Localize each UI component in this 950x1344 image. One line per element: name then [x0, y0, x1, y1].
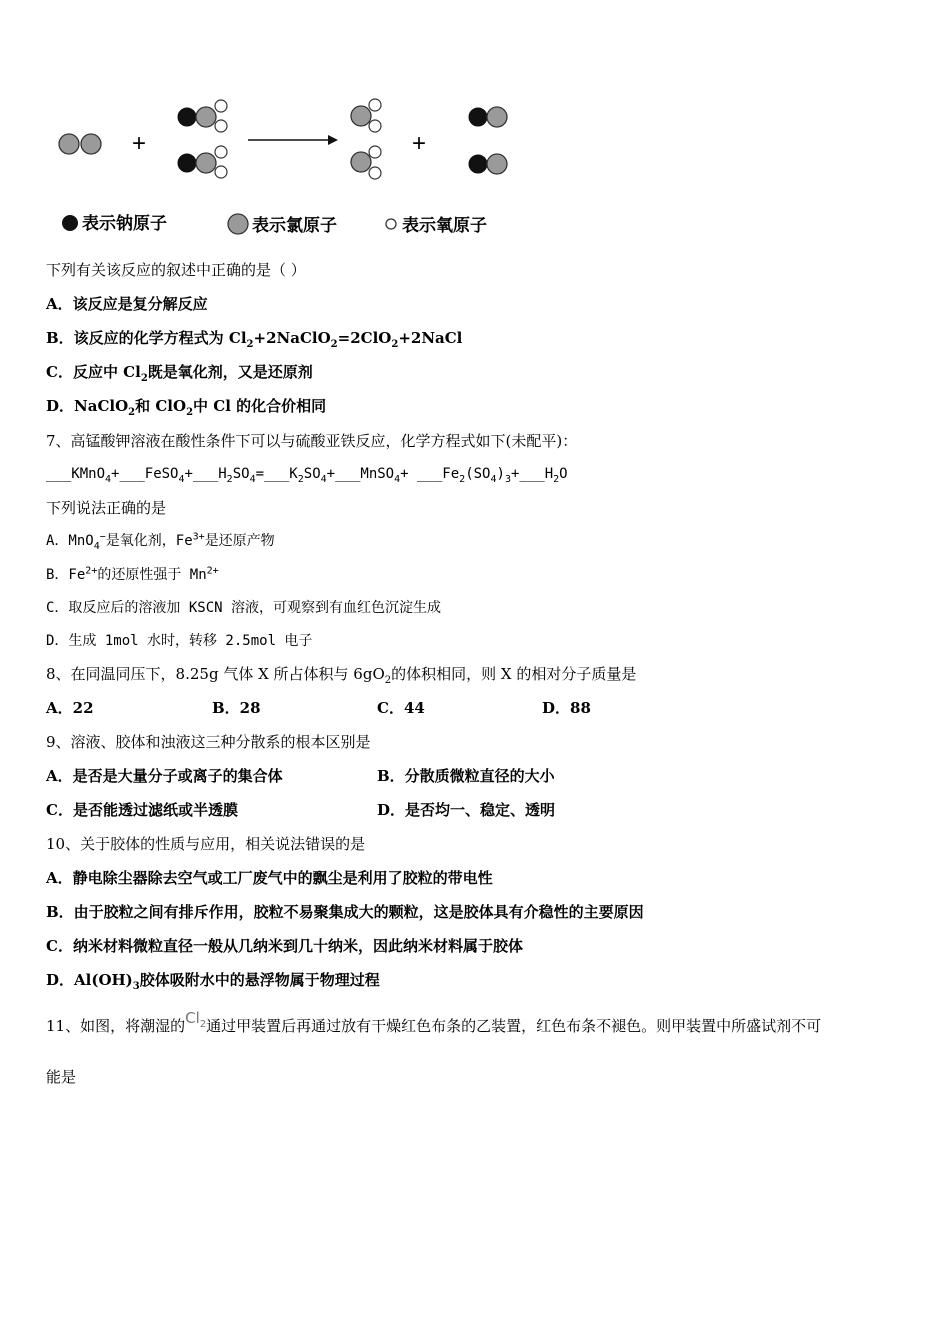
oxygen-atom	[369, 120, 381, 132]
plus-sign: +	[412, 130, 427, 157]
q7-sub-stem: 下列说法正确的是	[46, 499, 167, 517]
q6-option-a: A．该反应是复分解反应	[46, 295, 208, 313]
reactant-naclo2-molecule	[178, 100, 227, 132]
q7-option-d: D．生成 1mol 水时，转移 2.5mol 电子	[46, 633, 313, 649]
q7-option-c: C．取反应后的溶液加 KSCN 溶液，可观察到有血红色沉淀生成	[46, 600, 441, 616]
q8-option-b: B．28	[212, 699, 261, 717]
q6-option-d: D．NaClO$_2$和 ClO$_2$中 Cl 的化合价相同	[46, 397, 327, 418]
legend-oxygen-label: 表示氧原子	[402, 216, 487, 236]
sodium-atom	[469, 155, 487, 173]
product-nacl-molecule	[469, 107, 507, 127]
q10-option-c: C．纳米材料微粒直径一般从几纳米到几十纳米，因此纳米材料属于胶体	[46, 937, 523, 955]
plus-sign: +	[132, 130, 147, 157]
q8-option-a: A．22	[46, 699, 94, 717]
oxygen-atom	[215, 146, 227, 158]
sodium-legend-icon	[62, 215, 78, 231]
q6-option-b: B．该反应的化学方程式为 $Cl_2+2NaClO_2=2ClO_2+2NaCl$	[46, 329, 463, 350]
oxygen-legend-icon	[386, 219, 396, 229]
chlorine-atom	[487, 107, 507, 127]
chlorine-atom	[81, 134, 101, 154]
legend	[62, 213, 487, 236]
q8-option-d: D．88	[542, 699, 591, 717]
chlorine-atom	[59, 134, 79, 154]
q9-option-b: B．分散质微粒直径的大小	[377, 767, 555, 785]
q8-stem: 8、在同温同压下，8.25g 气体 X 所占体积与 $6gO_2$的体积相同，则 X 的相对分子质量是	[46, 665, 637, 686]
oxygen-atom	[215, 166, 227, 178]
q7-equation: $\_\_\_KMnO_4+\_\_\_FeSO_4+\_\_\_H_2SO_4=\_\_\_K_2SO_4+\_\_\_MnSO_4+$ $\_\_\_Fe_2(SO_4)_3+\_\_\_H_2O$	[46, 466, 568, 485]
q10-option-b: B．由于胶粒之间有排斥作用，胶粒不易聚集成大的颗粒，这是胶体具有介稳性的主要原因	[46, 903, 644, 921]
sodium-atom	[178, 108, 196, 126]
oxygen-atom	[369, 146, 381, 158]
chlorine-atom	[351, 106, 371, 126]
reaction-diagram	[50, 90, 520, 250]
sodium-atom	[178, 154, 196, 172]
q11-stem: 11、如图，将潮湿的$Cl_2$通过甲装置后再通过放有干燥红色布条的乙装置，红色布条不褪色。则甲装置中所盛试剂不可	[46, 1009, 822, 1035]
q10-option-a: A．静电除尘器除去空气或工厂废气中的飘尘是利用了胶粒的带电性	[46, 869, 493, 887]
cl2-formula: $Cl_2$	[185, 1009, 207, 1030]
oxygen-atom	[215, 120, 227, 132]
q9-option-c: C．是否能透过滤纸或半透膜	[46, 801, 238, 819]
oxygen-atom	[369, 167, 381, 179]
oxygen-atom	[215, 100, 227, 112]
product-clo2-molecule	[351, 99, 381, 132]
q6-stem: 下列有关该反应的叙述中正确的是（ ）	[46, 261, 306, 279]
q8-option-c: C．44	[377, 699, 425, 717]
legend-sodium-label: 表示钠原子	[82, 214, 167, 234]
chlorine-atom	[487, 154, 507, 174]
reactant-naclo2-molecule	[178, 146, 227, 178]
chlorine-atom	[196, 107, 216, 127]
reactant-cl2-molecule	[59, 134, 101, 154]
chlorine-atom	[351, 152, 371, 172]
q9-option-a: A．是否是大量分子或离子的集合体	[46, 767, 283, 785]
sodium-atom	[469, 108, 487, 126]
chlorine-legend-icon	[228, 214, 248, 234]
q7-option-b: B．$Fe^{2+}$的还原性强于 $Mn^{2+}$	[46, 565, 219, 583]
q7-option-a: A．MnO$_4$−是氧化剂，$Fe^{3+}$是还原产物	[46, 531, 275, 552]
q9-stem: 9、溶液、胶体和浊液这三种分散系的根本区别是	[46, 733, 371, 751]
q7-stem: 7、高锰酸钾溶液在酸性条件下可以与硫酸亚铁反应，化学方程式如下(未配平)：	[46, 432, 578, 450]
legend-chlorine-label: 表示氯原子	[252, 216, 337, 236]
oxygen-atom	[369, 99, 381, 111]
product-nacl-molecule	[469, 154, 507, 174]
chlorine-atom	[196, 153, 216, 173]
q10-stem: 10、关于胶体的性质与应用，相关说法错误的是	[46, 835, 366, 853]
product-clo2-molecule	[351, 146, 381, 179]
q11-stem-continued: 能是	[46, 1068, 77, 1086]
q9-option-d: D．是否均一、稳定、透明	[377, 801, 556, 819]
q10-option-d: D．$Al(OH)_3$胶体吸附水中的悬浮物属于物理过程	[46, 971, 380, 992]
q6-option-c: C．反应中 $Cl_2$既是氧化剂，又是还原剂	[46, 363, 313, 384]
reaction-arrow	[248, 135, 338, 145]
